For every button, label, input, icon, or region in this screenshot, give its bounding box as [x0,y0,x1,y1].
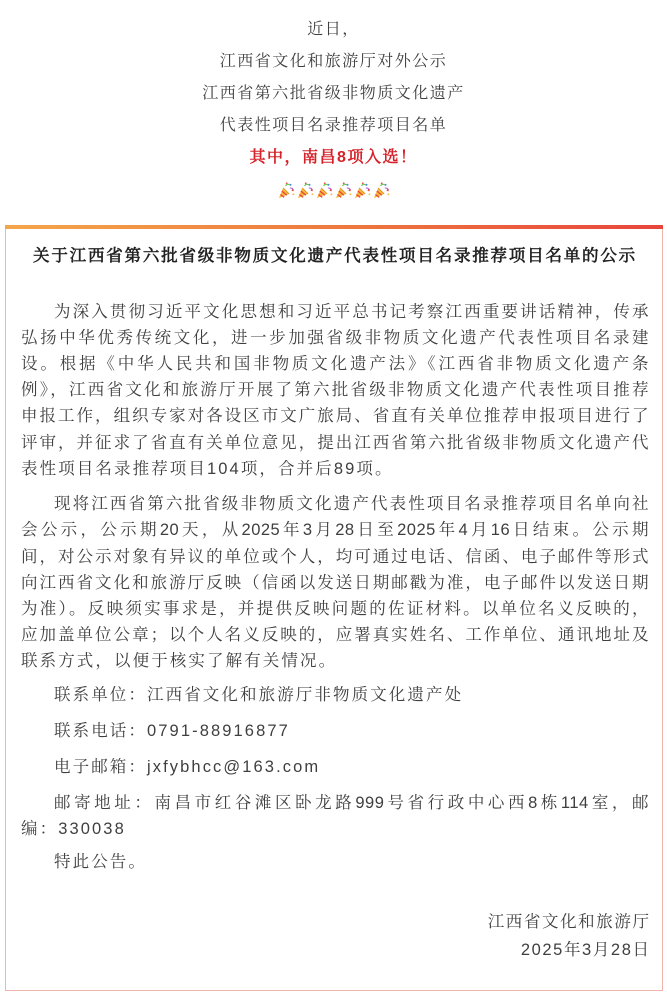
contact-address [21,790,649,842]
party-popper-icon [315,181,334,200]
notice-title: 关于江西省第六批省级非物质文化遗产代表性项目名录推荐项目名单的公示 [33,247,637,265]
intro-highlight: 其中，南昌8项入选！ [249,149,418,166]
paragraph-line: 现将江西省第六批省级非物质文化遗产代表性项目名录推荐项目名单向社 [54,495,649,514]
contact-address-label: 邮寄地址： [54,793,155,812]
contact-email [21,754,649,780]
contact-address-value: 南昌市红谷滩区卧龙路999号省行政中心西8栋114室，邮 [154,793,650,812]
contact-unit-label: 联系单位： [54,685,147,704]
contact-unit-value: 江西省文化和旅游厅非物质文化遗产处 [147,685,464,704]
contact-phone-value: 0791-88916877 [147,721,290,740]
intro-line: 江西省文化和旅游厅对外公示 [219,53,448,70]
contact-address-line [21,790,649,816]
paragraph-line: 例》，江西省文化和旅游厅开展了第六批省级非物质文化遗产代表性项目推荐 [21,381,649,400]
paragraph-line: 向江西省文化和旅游厅反映（信函以发送日期邮戳为准，电子邮件以发送日期 [21,573,649,592]
contact-email-label: 电子邮箱： [54,757,147,776]
paragraph-line: 为深入贯彻习近平文化思想和习近平总书记考察江西重要讲话精神，传承 [54,302,649,321]
party-popper-icon [353,181,372,200]
intro-line: 代表性项目名录推荐项目名单 [219,117,448,134]
signature-block [21,908,651,964]
celebration-icons [0,174,667,206]
paragraph-line: 联系方式，以便于核实了解有关情况。 [21,652,338,671]
contact-address-continuation: 编：330038 [21,819,126,838]
paragraph-line: 申报工作，组织专家对各设区市文广旅局、省直有关单位推荐申报项目进行了 [21,407,649,426]
notice-paragraph-1 [21,299,649,482]
party-popper-icon [277,181,296,200]
paragraph-line: 为准）。反映须实事求是，并提供反映问题的佐证材料。以单位名义反映的， [21,599,649,618]
paragraph-line: 评审，并征求了省直有关单位意见，提出江西省第六批省级非物质文化遗产代 [21,433,649,452]
paragraph-line: 弘扬中华优秀传统文化，进一步加强省级非物质文化遗产代表性项目名录建 [21,328,649,347]
paragraph-line: 应加盖单位公章；以个人名义反映的，应署真实姓名、工作单位、通讯地址及 [21,626,649,645]
paragraph-line: 间，对公示对象有异议的单位或个人，均可通过电话、信函、电子邮件等形式 [21,547,649,566]
intro-line: 江西省第六批省级非物质文化遗产 [202,85,465,102]
paragraph-line: 设。根据《中华人民共和国非物质文化遗产法》《江西省非物质文化遗产条 [21,354,649,373]
signature-org: 江西省文化和旅游厅 [487,913,651,932]
party-popper-icon [372,181,391,200]
contact-phone [21,718,649,744]
closing-text: 特此公告。 [54,852,147,871]
party-popper-icon [296,181,315,200]
notice-frame [5,225,663,991]
contact-phone-label: 联系电话： [54,721,147,740]
contact-email-value: jxfybhcc@163.com [147,757,321,776]
party-popper-icon [334,181,353,200]
paragraph-line: 会公示，公示期20天，从2025年3月28日至2025年4月16日结束。公示期 [21,521,649,540]
notice-paragraph-2 [21,491,649,674]
intro-block [0,0,667,206]
paragraph-line: 表性项目名录推荐项目104项，合并后89项。 [21,459,394,478]
signature-date: 2025年3月28日 [520,941,651,960]
contact-unit [21,682,649,708]
intro-line: 近日， [307,21,360,38]
